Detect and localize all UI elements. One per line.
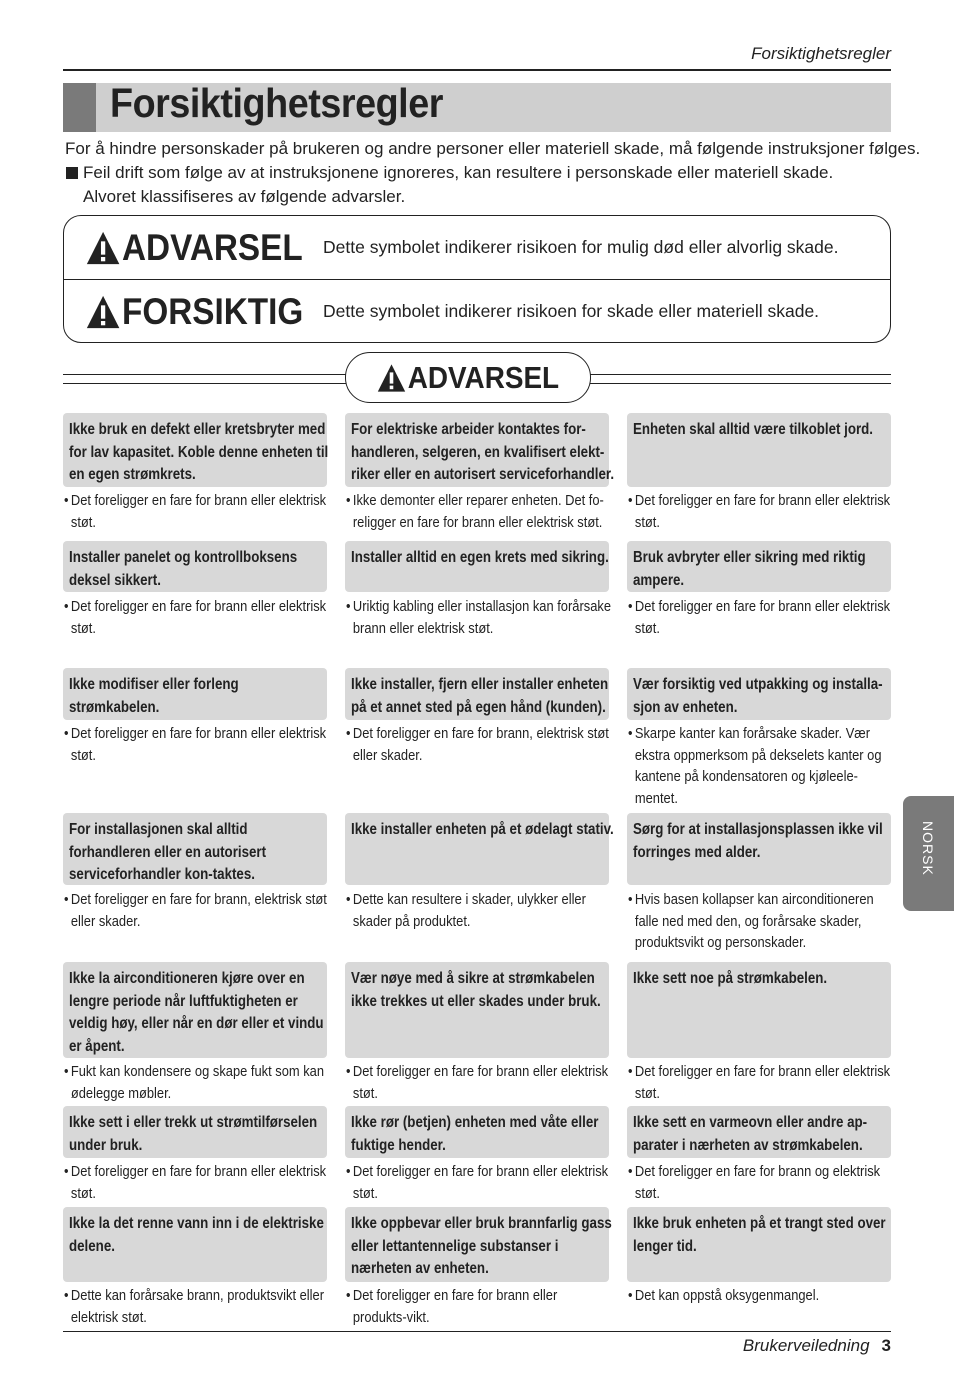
warning-item-box	[345, 1207, 612, 1282]
warning-item-note-text: Det foreligger en fare for brann, elektrisk støt eller skader.	[70, 891, 327, 930]
intro-line-2-text: Feil drift som følge av at instruksjonene ignoreres, kan resultere i personskade eller materiell skade.	[83, 163, 834, 182]
bullet-icon: •	[628, 1163, 633, 1180]
warning-item-note	[64, 1285, 332, 1328]
warning-item-box	[63, 541, 327, 592]
warning-item-note-text: Det foreligger en fare for brann og elektrisk støt.	[634, 1163, 881, 1202]
bullet-icon: •	[628, 492, 633, 509]
intro	[65, 137, 920, 209]
warning-triangle-icon	[86, 230, 120, 266]
warning-item-box	[63, 962, 327, 1058]
intro-line-3: Alvoret klassifiseres av følgende advarsler.	[83, 187, 406, 206]
footer	[743, 1336, 891, 1356]
warning-item-note-text: Det kan oppstå oksygenmangel.	[634, 1287, 820, 1304]
warning-item-box	[63, 813, 327, 885]
warning-item-box	[627, 813, 891, 885]
intro-line-1: For å hindre personskader på brukeren og andre personer eller materiell skade, må følgende instruksjoner følges.	[65, 139, 921, 158]
warning-item-title: Enheten skal alltid være tilkoblet jord.	[633, 421, 874, 438]
warning-item-note	[64, 490, 332, 533]
caution-description: Dette symbolet indikerer risikoen for skade eller materiell skade.	[323, 301, 820, 321]
bullet-icon: •	[64, 725, 69, 742]
warning-item-box	[63, 668, 327, 720]
bullet-icon: •	[64, 598, 69, 615]
warning-item-title: Installer alltid en egen krets med sikring.	[351, 549, 609, 566]
warning-triangle-icon	[377, 363, 406, 393]
intro-line-2	[65, 161, 920, 185]
warning-item-note	[628, 889, 896, 954]
warning-item-note-text: Det foreligger en fare for brann eller elektrisk støt.	[70, 492, 327, 531]
warning-item-note-text: Fukt kan kondensere og skape fukt som kan ødelegge møbler.	[70, 1063, 325, 1102]
caution-label: FORSIKTIG	[122, 291, 304, 332]
section-banner	[345, 352, 591, 403]
warning-item-box	[63, 1207, 327, 1282]
warning-item-note	[346, 490, 614, 533]
bullet-icon: •	[628, 725, 633, 742]
bullet-icon: •	[346, 891, 351, 908]
bullet-icon: •	[64, 492, 69, 509]
warning-item-note-text: Det foreligger en fare for brann eller elektrisk støt.	[352, 1163, 609, 1202]
footer-rule	[63, 1331, 891, 1332]
language-tab-label: NORSK	[920, 821, 936, 876]
warning-item-note-text: Hvis basen kollapser kan airconditioneren falle ned med den, og forårsake skader, produktsvikt og personskader.	[634, 891, 874, 951]
warning-item-note-text: Det foreligger en fare for brann eller elektrisk støt.	[70, 1163, 327, 1202]
warning-item-title: For elektriske arbeider kontaktes for-handleren, selgeren, en kvalifisert elekt-riker eller en autorisert serviceforhandler.	[351, 421, 615, 483]
warning-item-note	[64, 1161, 332, 1204]
warning-item-note-text: Det foreligger en fare for brann eller elektrisk støt.	[70, 725, 327, 764]
warning-item-title: Ikke installer enheten på et ødelagt stativ.	[351, 821, 614, 838]
warning-item-note-text: Ikke demonter eller reparer enheten. Det fo-religger en fare for brann eller elektrisk støt.	[352, 492, 604, 531]
warning-item-title: Vær nøye med å sikre at strømkabelen ikke trekkes ut eller skades under bruk.	[351, 970, 601, 1010]
warning-item-box	[63, 413, 327, 487]
warning-item-note	[346, 1061, 614, 1104]
warning-item-title: Ikke sett noe på strømkabelen.	[633, 970, 828, 987]
warning-item-title: Ikke bruk en defekt eller kretsbryter med for lav kapasitet. Koble denne enheten til en egen strømkrets.	[69, 421, 329, 483]
warning-item-title: Ikke bruk enheten på et trangt sted over lenger tid.	[633, 1215, 886, 1255]
warning-description: Dette symbolet indikerer risikoen for mulig død eller alvorlig skade.	[323, 237, 839, 257]
footer-label: Brukerveiledning	[742, 1336, 870, 1355]
warning-item-title: Sørg for at installasjonsplassen ikke vil forringes med alder.	[633, 821, 883, 861]
bullet-icon: •	[346, 1163, 351, 1180]
warning-item-note-text: Uriktig kabling eller installasjon kan forårsake brann eller elektrisk støt.	[352, 598, 612, 637]
bullet-icon: •	[346, 725, 351, 742]
bullet-icon: •	[346, 1063, 351, 1080]
warning-item-title: Ikke oppbevar eller bruk brannfarlig gass eller lettantennelige substanser i nærheten av enheten.	[351, 1215, 612, 1277]
warning-item-box	[345, 962, 609, 1058]
warning-item-note	[628, 723, 896, 809]
header-rule	[63, 69, 891, 71]
warning-item-box	[345, 668, 609, 720]
warning-item-note-text: Skarpe kanter kan forårsake skader. Vær ekstra oppmerksom på dekselets kanter og kantene på kondensatoren og kjøleele-mentet.	[634, 725, 882, 807]
warning-tag	[86, 228, 303, 268]
legend-row-caution	[64, 279, 890, 343]
warning-item-box	[345, 1106, 609, 1158]
warning-item-box	[627, 1207, 891, 1282]
bullet-icon: •	[346, 598, 351, 615]
warning-item-note-text: Dette kan forårsake brann, produktsvikt eller elektrisk støt.	[70, 1287, 324, 1326]
legend-row-warning	[64, 216, 890, 279]
warning-item-note	[64, 1061, 332, 1104]
warning-item-box	[627, 541, 891, 592]
bullet-icon: •	[628, 891, 633, 908]
warning-item-note-text: Det foreligger en fare for brann eller produkts-vikt.	[352, 1287, 558, 1326]
title-band	[63, 80, 891, 132]
warning-item-title: Ikke sett en varmeovn eller andre ap-parater i nærheten av strømkabelen.	[633, 1114, 868, 1154]
section-banner-content	[377, 360, 559, 396]
warning-item-note-text: Det foreligger en fare for brann eller elektrisk støt.	[352, 1063, 609, 1102]
language-tab	[903, 796, 954, 911]
warning-item-title: Bruk avbryter eller sikring med riktig ampere.	[633, 549, 866, 589]
warning-item-note	[628, 1061, 896, 1104]
warning-item-note	[628, 1161, 896, 1204]
warning-item-note-text: Det foreligger en fare for brann eller elektrisk støt.	[634, 1063, 891, 1102]
warning-item-box	[345, 813, 614, 885]
warning-item-note	[628, 1285, 896, 1307]
section-banner-label: ADVARSEL	[407, 359, 559, 395]
warning-item-note	[628, 490, 896, 533]
warning-item-box	[345, 541, 609, 592]
warning-item-note	[346, 1285, 614, 1328]
warning-item-box	[345, 413, 615, 487]
warning-item-box	[627, 668, 891, 720]
warning-item-box	[627, 413, 891, 487]
warning-item-note-text: Dette kan resultere i skader, ulykker eller skader på produktet.	[352, 891, 586, 930]
page-number: 3	[881, 1336, 891, 1355]
caution-tag	[86, 292, 303, 332]
warning-item-note	[346, 723, 614, 766]
warning-item-note	[346, 596, 614, 639]
bullet-icon: •	[628, 598, 633, 615]
bullet-icon: •	[64, 1163, 69, 1180]
warning-item-note-text: Det foreligger en fare for brann, elektrisk støt eller skader.	[352, 725, 609, 764]
warning-item-note	[64, 596, 332, 639]
bullet-icon: •	[628, 1287, 633, 1304]
warning-item-title: Ikke rør (betjen) enheten med våte eller fuktige hender.	[351, 1114, 599, 1154]
warning-item-note	[346, 1161, 614, 1204]
warning-item-box	[627, 962, 891, 1058]
warning-item-title: For installasjonen skal alltid forhandleren eller en autorisert serviceforhandler kon-taktes.	[69, 821, 267, 883]
warning-item-box	[63, 1106, 327, 1158]
warning-item-note	[628, 596, 896, 639]
warning-item-note	[346, 889, 614, 932]
warning-triangle-icon	[86, 294, 120, 330]
warning-item-box	[627, 1106, 891, 1158]
warning-item-title: Ikke la airconditioneren kjøre over en lengre periode når luftfuktigheten er veldig høy, eller når en dør eller et vindu er åpent.	[69, 970, 324, 1055]
bullet-icon: •	[346, 492, 351, 509]
warning-item-title: Ikke installer, fjern eller installer enheten på et annet sted på egen hånd (kunden).	[351, 676, 609, 716]
page-title: Forsiktighetsregler	[110, 80, 443, 126]
bullet-icon: •	[346, 1287, 351, 1304]
title-marker	[63, 83, 96, 132]
warning-item-note-text: Det foreligger en fare for brann eller elektrisk støt.	[634, 492, 891, 531]
warning-item-title: Vær forsiktig ved utpakking og installa-sjon av enheten.	[633, 676, 883, 716]
running-header: Forsiktighetsregler	[751, 44, 891, 63]
warning-item-title: Ikke la det renne vann inn i de elektriske delene.	[69, 1215, 324, 1255]
warning-item-title: Ikke sett i eller trekk ut strømtilførselen under bruk.	[69, 1114, 318, 1154]
warning-label: ADVARSEL	[122, 227, 303, 268]
severity-legend	[63, 215, 891, 343]
warning-item-title: Installer panelet og kontrollboksens deksel sikkert.	[69, 549, 298, 589]
warning-item-note	[64, 723, 332, 766]
bullet-icon: •	[64, 1063, 69, 1080]
warning-item-note-text: Det foreligger en fare for brann eller elektrisk støt.	[634, 598, 891, 637]
square-bullet-icon	[66, 167, 78, 179]
bullet-icon: •	[64, 1287, 69, 1304]
warning-item-note	[64, 889, 332, 932]
bullet-icon: •	[628, 1063, 633, 1080]
warning-item-note-text: Det foreligger en fare for brann eller elektrisk støt.	[70, 598, 327, 637]
bullet-icon: •	[64, 891, 69, 908]
warning-item-title: Ikke modifiser eller forleng strømkabelen.	[69, 676, 239, 716]
